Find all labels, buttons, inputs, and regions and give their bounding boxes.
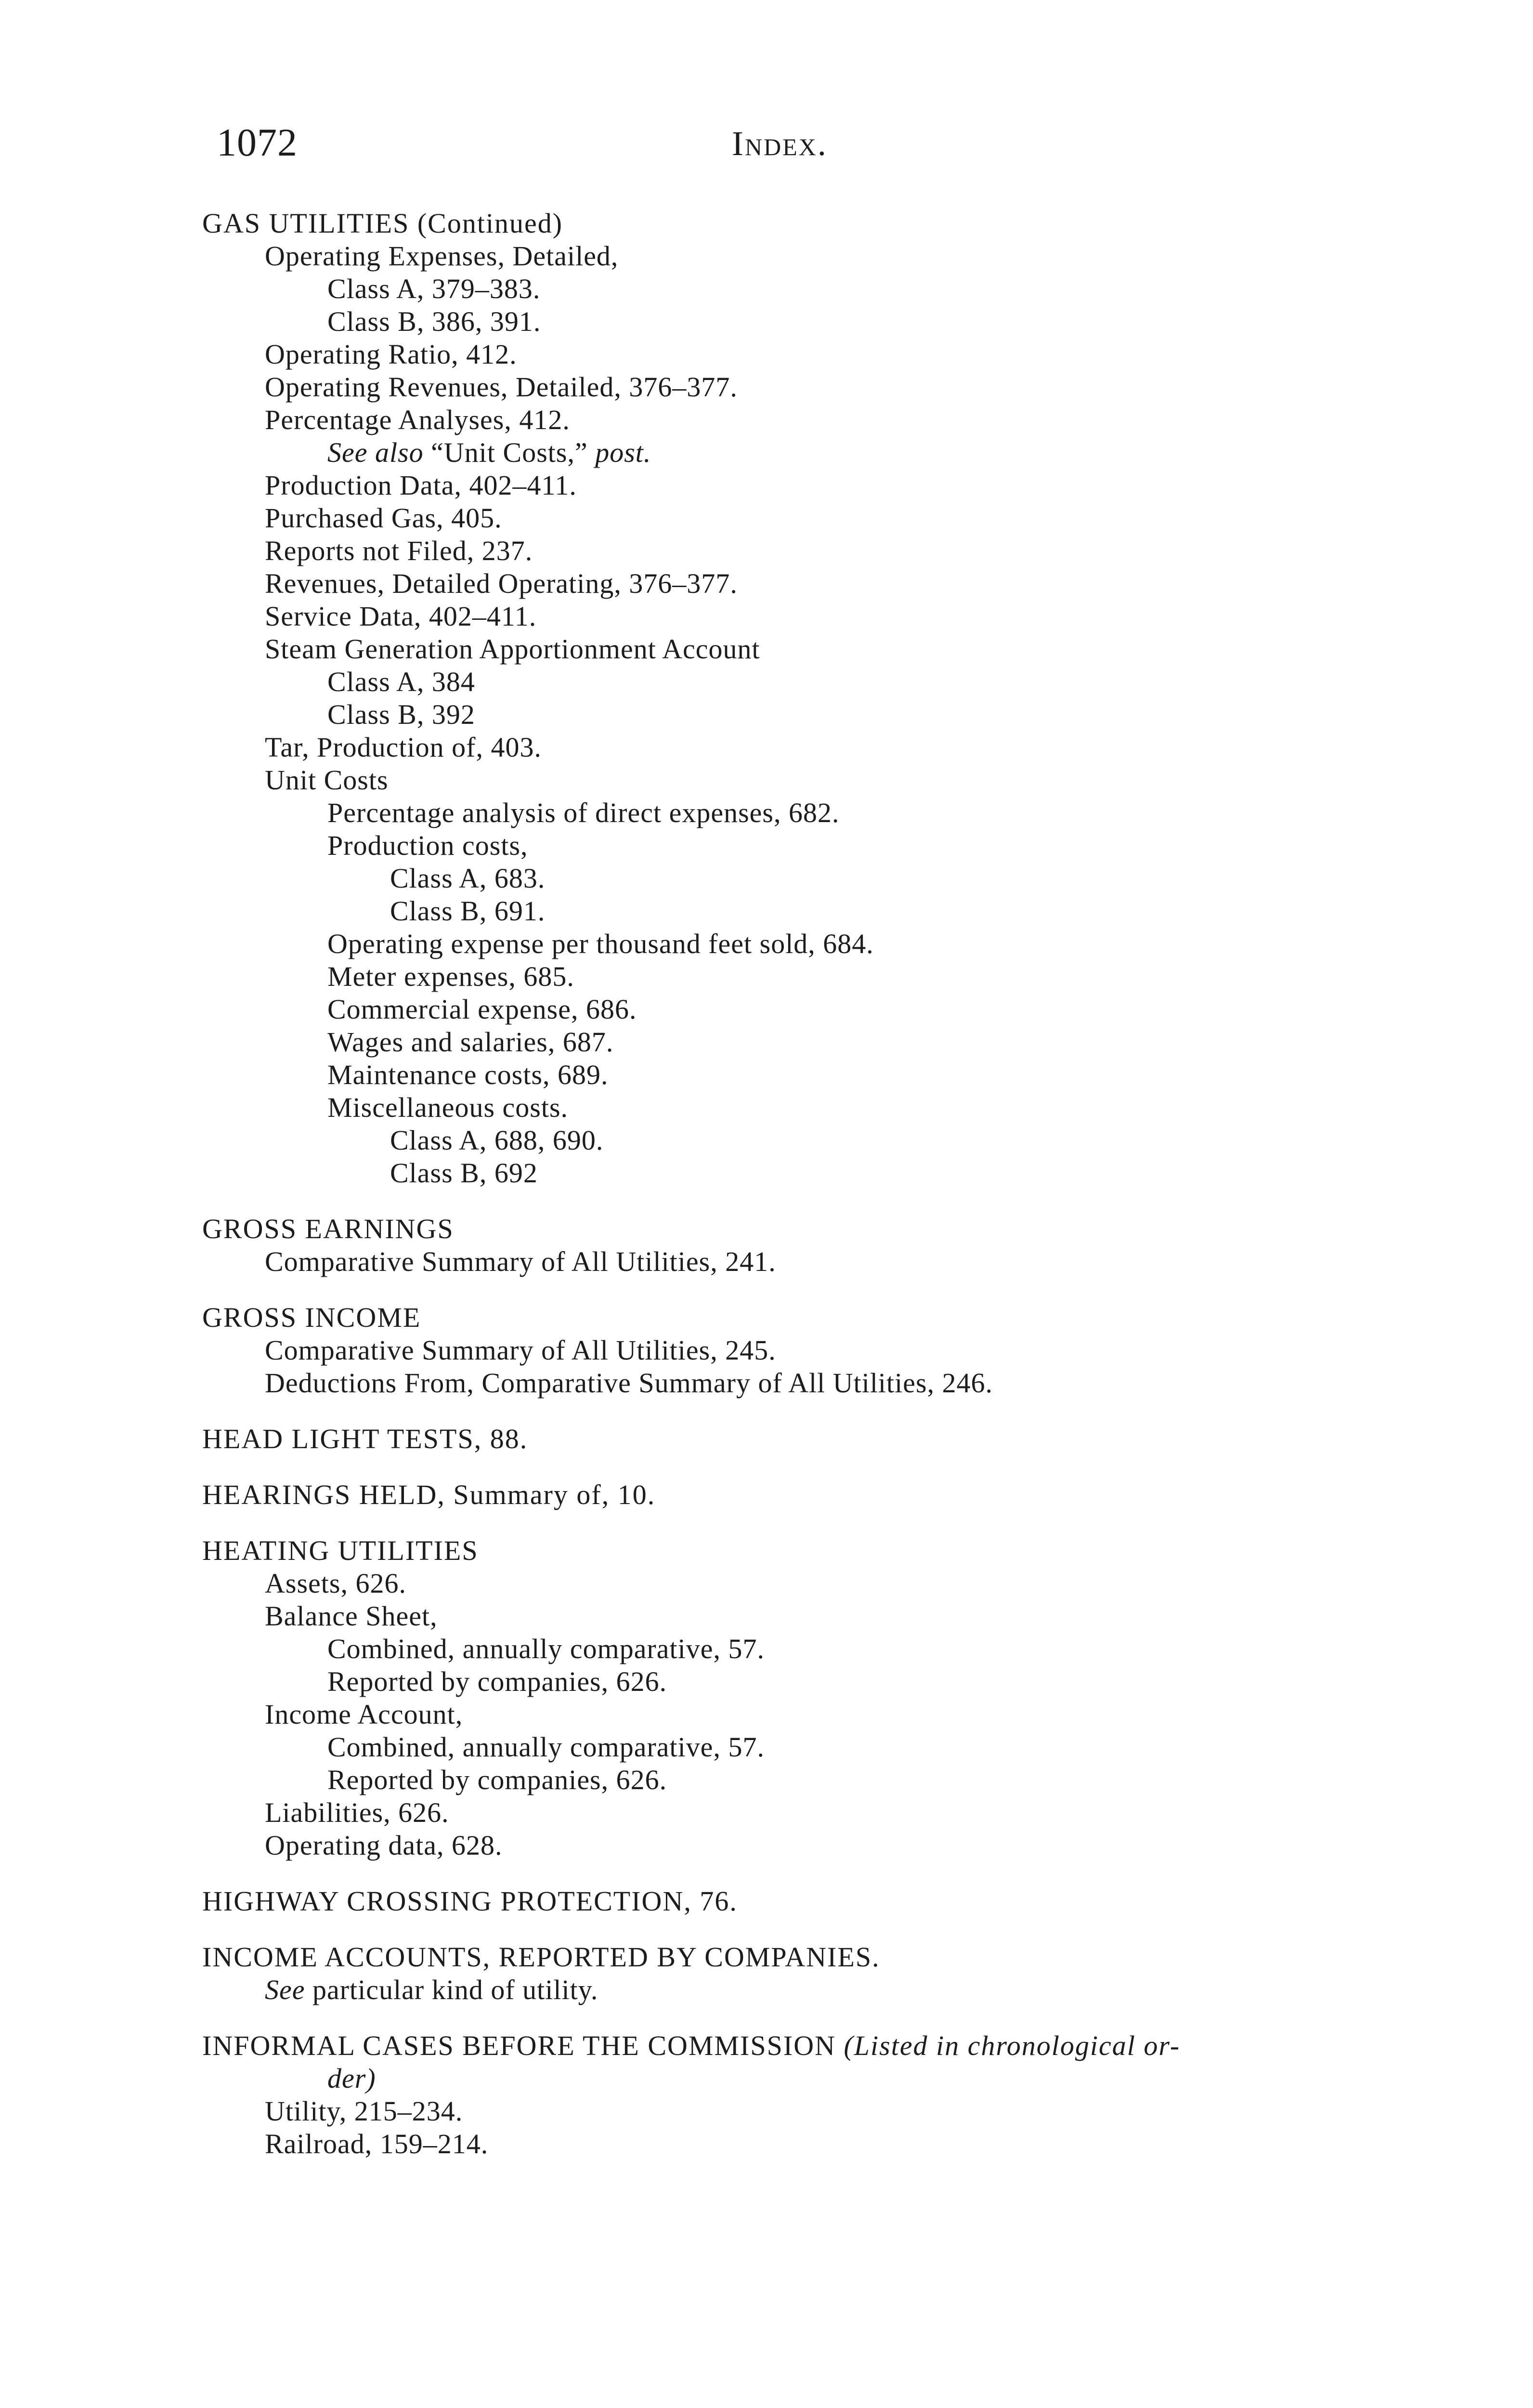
- entry-text: Meter expenses, 685.: [327, 961, 574, 992]
- entry-text: Class B, 386, 391.: [327, 306, 541, 337]
- entry-text: Tar, Production of, 403.: [265, 732, 542, 763]
- entry-text: Steam Generation Apportionment Account: [265, 633, 760, 665]
- index-entry: [202, 829, 1367, 862]
- index-entry: [202, 469, 1367, 502]
- entry-text: Wages and salaries, 687.: [327, 1026, 614, 1058]
- entry-text: Class B, 691.: [390, 895, 546, 927]
- entry-italic-text: See also: [327, 437, 424, 468]
- index-entry: [202, 1829, 1367, 1862]
- index-entry: [202, 502, 1367, 535]
- entry-text: Utility, 215–234.: [265, 2095, 463, 2127]
- entry-text: Percentage analysis of direct expenses, 682.: [327, 797, 840, 828]
- entry-italic-text: der): [327, 2063, 376, 2094]
- index-entry: [202, 371, 1367, 404]
- index-heading: [202, 1423, 1367, 1455]
- index-heading: [202, 1479, 1367, 1511]
- index-entry: [202, 1091, 1367, 1124]
- entry-text: GROSS INCOME: [202, 1302, 421, 1333]
- index-entry: [202, 1059, 1367, 1091]
- index-heading: [202, 1941, 1367, 1974]
- entry-text: Reported by companies, 626.: [327, 1764, 667, 1795]
- index-heading: [202, 1301, 1367, 1334]
- index-entry: [202, 666, 1367, 698]
- entry-text: Production costs,: [327, 830, 528, 861]
- entry-text: Income Account,: [265, 1699, 463, 1730]
- index-entry: [202, 600, 1367, 633]
- index-section: [202, 2029, 1367, 2160]
- entry-text: Reported by companies, 626.: [327, 1666, 667, 1697]
- index-entry: [202, 1026, 1367, 1059]
- entry-text: HIGHWAY CROSSING PROTECTION, 76.: [202, 1885, 738, 1917]
- index-heading: [202, 1885, 1367, 1918]
- index-section: [202, 1423, 1367, 1455]
- entry-text: Class B, 392: [327, 699, 475, 730]
- index-entry: [202, 1157, 1367, 1190]
- entry-text: Purchased Gas, 405.: [265, 502, 502, 534]
- index-entry: [202, 1367, 1367, 1400]
- index-entry: [202, 535, 1367, 567]
- entry-text: Railroad, 159–214.: [265, 2128, 489, 2159]
- index-heading: [202, 207, 1367, 240]
- entry-text: Unit Costs: [265, 764, 389, 796]
- index-entry: [202, 698, 1367, 731]
- entry-italic-text: (Listed in chronological or-: [844, 2030, 1181, 2061]
- index-entry: [202, 993, 1367, 1026]
- index-entry: [202, 436, 1367, 469]
- entry-text: Percentage Analyses, 412.: [265, 404, 570, 435]
- index-body: [202, 207, 1367, 2184]
- entry-italic-text: post.: [595, 437, 651, 468]
- entry-italic-text: See: [265, 1974, 305, 2005]
- entry-text: Production Data, 402–411.: [265, 470, 577, 501]
- entry-text: INCOME ACCOUNTS, REPORTED BY COMPANIES.: [202, 1941, 880, 1973]
- entry-text: Maintenance costs, 689.: [327, 1059, 609, 1090]
- index-entry: [202, 1731, 1367, 1764]
- index-entry: [202, 2095, 1367, 2128]
- index-heading: [202, 1534, 1367, 1567]
- index-entry: [202, 731, 1367, 764]
- running-head: Index.: [732, 124, 828, 163]
- entry-text: Miscellaneous costs.: [327, 1092, 569, 1123]
- index-entry: [202, 2062, 1367, 2095]
- index-entry: [202, 1334, 1367, 1367]
- entry-text: HEATING UTILITIES: [202, 1535, 479, 1566]
- index-entry: [202, 1633, 1367, 1665]
- entry-text: Service Data, 402–411.: [265, 601, 537, 632]
- entry-text: Operating Revenues, Detailed, 376–377.: [265, 371, 738, 403]
- entry-text: Operating expense per thousand feet sold, 684.: [327, 928, 874, 959]
- entry-text: HEAD LIGHT TESTS, 88.: [202, 1423, 528, 1454]
- entry-text: Class A, 688, 690.: [390, 1125, 604, 1156]
- index-entry: [202, 240, 1367, 273]
- index-section: [202, 1301, 1367, 1400]
- index-entry: [202, 567, 1367, 600]
- page-number: 1072: [217, 120, 298, 164]
- index-entry: [202, 338, 1367, 371]
- entry-text: Liabilities, 626.: [265, 1797, 449, 1828]
- entry-text: Class B, 692: [390, 1157, 538, 1189]
- index-section: [202, 207, 1367, 1190]
- entry-text: Comparative Summary of All Utilities, 241.: [265, 1246, 776, 1277]
- entry-text: Class A, 384: [327, 666, 475, 697]
- entry-text: Operating data, 628.: [265, 1830, 503, 1861]
- entry-text: Balance Sheet,: [265, 1600, 438, 1632]
- entry-text: Combined, annually comparative, 57.: [327, 1633, 765, 1664]
- entry-text: Operating Expenses, Detailed,: [265, 240, 619, 272]
- index-section: [202, 1941, 1367, 2006]
- entry-text: Combined, annually comparative, 57.: [327, 1731, 765, 1763]
- index-section: [202, 1534, 1367, 1862]
- entry-text: Class A, 379–383.: [327, 273, 541, 304]
- index-entry: [202, 273, 1367, 305]
- index-entry: [202, 1974, 1367, 2006]
- index-heading: [202, 1213, 1367, 1245]
- index-entry: [202, 928, 1367, 960]
- index-section: [202, 1213, 1367, 1278]
- entry-text: particular kind of utility.: [305, 1974, 598, 2005]
- entry-text: Assets, 626.: [265, 1568, 406, 1599]
- entry-text: INFORMAL CASES BEFORE THE COMMISSION: [202, 2030, 844, 2061]
- index-entry: [202, 1567, 1367, 1600]
- index-entry: [202, 797, 1367, 829]
- index-entry: [202, 1665, 1367, 1698]
- entry-text: Comparative Summary of All Utilities, 245.: [265, 1335, 776, 1366]
- entry-text: HEARINGS HELD, Summary of, 10.: [202, 1479, 656, 1510]
- index-heading: [202, 2029, 1367, 2062]
- entry-text: Commercial expense, 686.: [327, 994, 637, 1025]
- index-entry: [202, 895, 1367, 928]
- entry-text: GAS UTILITIES (Continued): [202, 208, 563, 239]
- index-entry: [202, 305, 1367, 338]
- index-entry: [202, 1764, 1367, 1796]
- index-entry: [202, 1796, 1367, 1829]
- entry-text: Revenues, Detailed Operating, 376–377.: [265, 568, 738, 599]
- index-section: [202, 1885, 1367, 1918]
- index-entry: [202, 960, 1367, 993]
- index-entry: [202, 1124, 1367, 1157]
- entry-text: “Unit Costs,”: [423, 437, 596, 468]
- entry-text: Reports not Filed, 237.: [265, 535, 533, 566]
- index-entry: [202, 2128, 1367, 2160]
- entry-text: GROSS EARNINGS: [202, 1213, 454, 1244]
- index-entry: [202, 1698, 1367, 1731]
- index-section: [202, 1479, 1367, 1511]
- index-entry: [202, 633, 1367, 666]
- entry-text: Class A, 683.: [390, 863, 546, 894]
- index-entry: [202, 404, 1367, 436]
- index-entry: [202, 862, 1367, 895]
- entry-text: Deductions From, Comparative Summary of All Utilities, 246.: [265, 1367, 993, 1399]
- entry-text: Operating Ratio, 412.: [265, 339, 517, 370]
- index-entry: [202, 1245, 1367, 1278]
- index-entry: [202, 764, 1367, 797]
- index-entry: [202, 1600, 1367, 1633]
